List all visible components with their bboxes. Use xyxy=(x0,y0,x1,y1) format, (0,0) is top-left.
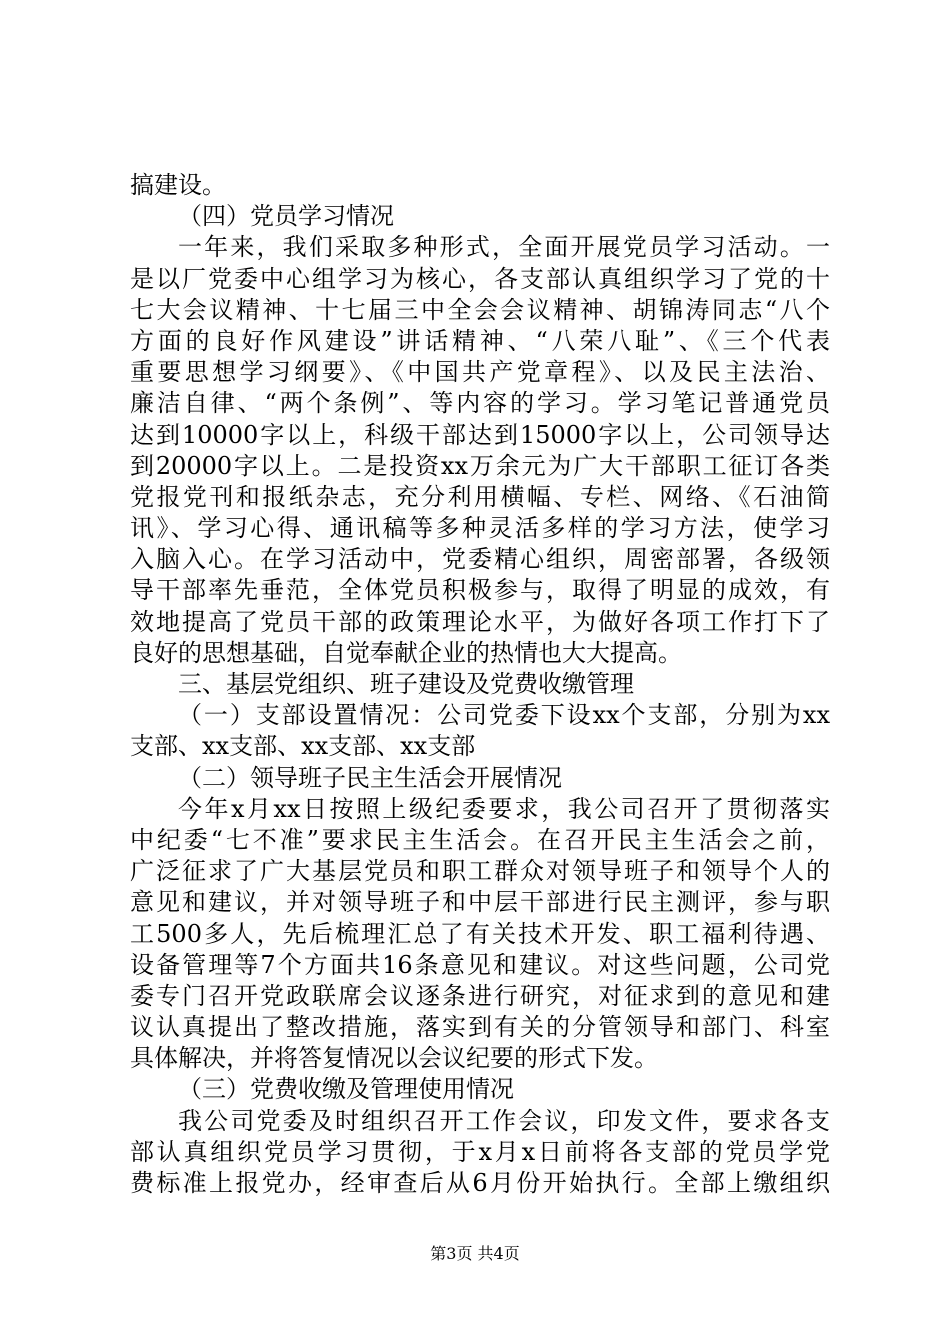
page-number-label: 第3页 共4页 xyxy=(430,1244,520,1263)
document-body xyxy=(130,170,830,1199)
text-line: 是以厂党委中心组学习为核心，各支部认真组织学习了党的十 xyxy=(130,264,830,293)
text-line: 支部、xx支部、xx支部、xx支部 xyxy=(130,732,476,761)
text-line: 费标准上报党办，经审查后从6月份开始执行。全部上缴组织 xyxy=(130,1169,830,1197)
page-footer xyxy=(0,1244,950,1264)
text-line: 议认真提出了整改措施，落实到有关的分管领导和部门、科室 xyxy=(130,1013,830,1042)
text-line: 党报党刊和报纸杂志，充分利用横幅、专栏、网络、《石油简 xyxy=(130,482,830,511)
text-line: 中纪委“七不准”要求民主生活会。在召开民主生活会之前， xyxy=(130,825,830,854)
text-line: 效地提高了党员干部的政策理论水平，为做好各项工作打下了 xyxy=(130,607,830,636)
text-line: 三、基层党组织、班子建设及党费收缴管理 xyxy=(178,670,634,698)
text-line: 具体解决，并将答复情况以会议纪要的形式下发。 xyxy=(130,1044,658,1073)
text-line: 意见和建议，并对领导班子和中层干部进行民主测评，参与职 xyxy=(130,888,830,917)
text-line: 重要思想学习纲要》、《中国共产党章程》、以及民主法治、 xyxy=(130,358,830,387)
text-line: 到20000字以上。二是投资xx万余元为广大干部职工征订各类 xyxy=(130,451,830,480)
text-line: 设备管理等7个方面共16条意见和建议。对这些问题，公司党 xyxy=(130,950,830,979)
text-line: 一年来，我们采取多种形式，全面开展党员学习活动。一 xyxy=(178,233,830,262)
text-line: 广泛征求了广大基层党员和职工群众对领导班子和领导个人的 xyxy=(130,857,830,886)
text-line: （三）党费收缴及管理使用情况 xyxy=(178,1075,514,1104)
text-line: （二）领导班子民主生活会开展情况 xyxy=(178,763,562,792)
text-line: 委专门召开党政联席会议逐条进行研究，对征求到的意见和建 xyxy=(130,981,830,1010)
text-line: 我公司党委及时组织召开工作会议，印发文件，要求各支 xyxy=(178,1106,830,1135)
text-line: 搞建设。 xyxy=(130,171,226,199)
text-line: 达到10000字以上，科级干部达到15000字以上，公司领导达 xyxy=(130,420,830,449)
text-line: 入脑入心。在学习活动中，党委精心组织，周密部署，各级领 xyxy=(130,545,830,574)
text-line: 工500多人，先后梳理汇总了有关技术开发、职工福利待遇、 xyxy=(130,919,830,948)
text-line: （四）党员学习情况 xyxy=(178,202,394,231)
text-line: 导干部率先垂范，全体党员积极参与，取得了明显的成效，有 xyxy=(130,576,830,605)
text-line: 七大会议精神、十七届三中全会会议精神、胡锦涛同志“八个 xyxy=(130,295,830,324)
text-line: 部认真组织党员学习贯彻，于x月x日前将各支部的党员学党 xyxy=(130,1137,830,1166)
text-line: 方面的良好作风建设”讲话精神、“八荣八耻”、《三个代表 xyxy=(130,326,830,355)
text-line: 今年x月xx日按照上级纪委要求，我公司召开了贯彻落实 xyxy=(178,794,830,823)
text-line: 良好的思想基础，自觉奉献企业的热情也大大提高。 xyxy=(130,638,682,667)
text-line: 讯》、学习心得、通讯稿等多种灵活多样的学习方法，使学习 xyxy=(130,514,830,543)
text-line: 廉洁自律、“两个条例”、等内容的学习。学习笔记普通党员 xyxy=(130,389,830,418)
text-line: （一）支部设置情况：公司党委下设xx个支部，分别为xx xyxy=(178,701,830,730)
